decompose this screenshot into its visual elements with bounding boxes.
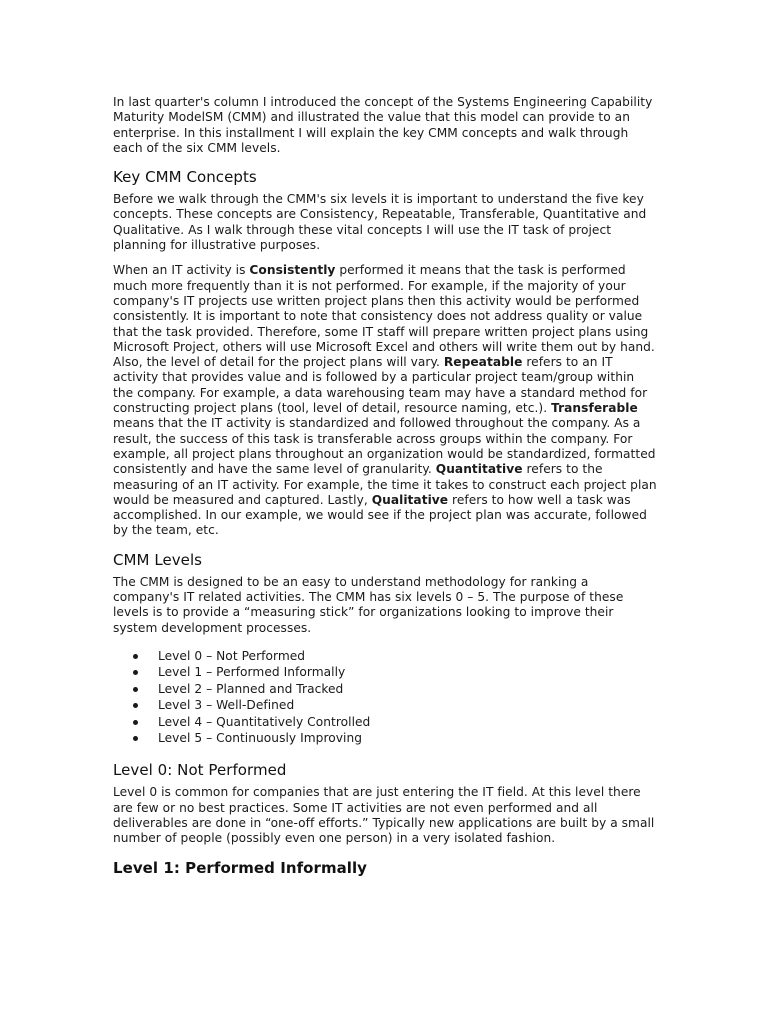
list-item-label: Level 5 – Continuously Improving	[158, 730, 363, 745]
level0-paragraph: Level 0 is common for companies that are just entering the IT field. At this level there are few or no best practices. Some IT activities are not even performed and all deliverables are done in “one-off efforts.” Typically new applications are built by a small number of people (possibly even one person) in a very isolated fashion.	[113, 785, 655, 846]
levels-list	[113, 648, 658, 746]
bullet-icon	[133, 720, 138, 725]
concepts-text: performed it means that the task is performed much more frequently than it is not performed. For example, if the majority of your company's IT projects use written project plans then this activity would be performed consistently. It is important to note that consistency does not address quality or value that the task provided. Therefore, some IT staff will prepare written project plans using Microsoft Project, others will use Microsoft Excel and others will write them out by hand. Also, the level of detail for the project plans will vary.	[113, 263, 655, 370]
level0-heading: Level 0: Not Performed	[113, 761, 287, 780]
cmm-levels-heading: CMM Levels	[113, 550, 203, 569]
intro-paragraph: In last quarter's column I introduced the concept of the Systems Engineering Capability Maturity ModelSM (CMM) and illustrated the value that this model can provide to an enterprise. In this installment I will explain the key CMM concepts and walk through each of the six CMM levels.	[113, 95, 653, 155]
list-item-label: Level 3 – Well-Defined	[158, 698, 295, 713]
term-qualitative: Qualitative	[371, 492, 449, 507]
bullet-icon	[133, 687, 138, 692]
bullet-icon	[133, 736, 138, 741]
bullet-icon	[133, 654, 138, 659]
key-concepts-paragraph: Before we walk through the CMM's six levels it is important to understand the five key concepts. These concepts are Consistency, Repeatable, Transferable, Quantitative and Qualitative. As I walk through these vital concepts I will use the IT task of project planning for illustrative purposes.	[113, 192, 647, 253]
bullet-icon	[133, 703, 138, 708]
term-consistently: Consistently	[249, 263, 336, 278]
key-concepts-heading: Key CMM Concepts	[113, 168, 257, 187]
bullet-icon	[133, 670, 138, 675]
article-body	[113, 95, 658, 883]
list-item	[113, 697, 658, 713]
list-item	[113, 664, 658, 680]
level1-heading: Level 1: Performed Informally	[113, 858, 368, 877]
concepts-text: refers to the measuring of an IT activity. For example, the time it takes to construct each project plan would be measured and captured. Lastly,	[113, 462, 657, 507]
term-repeatable: Repeatable	[443, 355, 523, 370]
list-item	[113, 681, 658, 697]
list-item-label: Level 2 – Planned and Tracked	[158, 681, 344, 696]
concepts-text: refers to how well a task was accomplished. In our example, we would see if the project plan was accurate, followed by the team, etc.	[113, 492, 647, 538]
term-quantitative: Quantitative	[435, 462, 523, 477]
list-item-label: Level 1 – Performed Informally	[158, 665, 346, 680]
list-item-label: Level 4 – Quantitatively Controlled	[158, 714, 371, 729]
list-item	[113, 730, 658, 746]
concepts-text: means that the IT activity is standardized and followed throughout the company. As a result, the success of this task is transferable across groups within the company. For example, all project plans throughout an organization would be standardized, formatted consistently and have the same level of granularity.	[113, 416, 656, 477]
list-item	[113, 648, 658, 664]
cmm-levels-paragraph: The CMM is designed to be an easy to understand methodology for ranking a company's IT related activities. The CMM has six levels 0 – 5. The purpose of these levels is to provide a “measuring stick” for organizations looking to improve their system development processes.	[113, 574, 624, 635]
concepts-detail-paragraph	[113, 263, 658, 538]
concepts-text: refers to an IT activity that provides value and is followed by a particular project team/group within the company. For example, a data warehousing team may have a standard method for constructing project plans (tool, level of detail, resource naming, etc.).	[113, 355, 648, 416]
concepts-text: When an IT activity is	[113, 263, 250, 278]
term-transferable: Transferable	[551, 401, 638, 416]
list-item-label: Level 0 – Not Performed	[158, 648, 306, 663]
list-item	[113, 714, 658, 730]
